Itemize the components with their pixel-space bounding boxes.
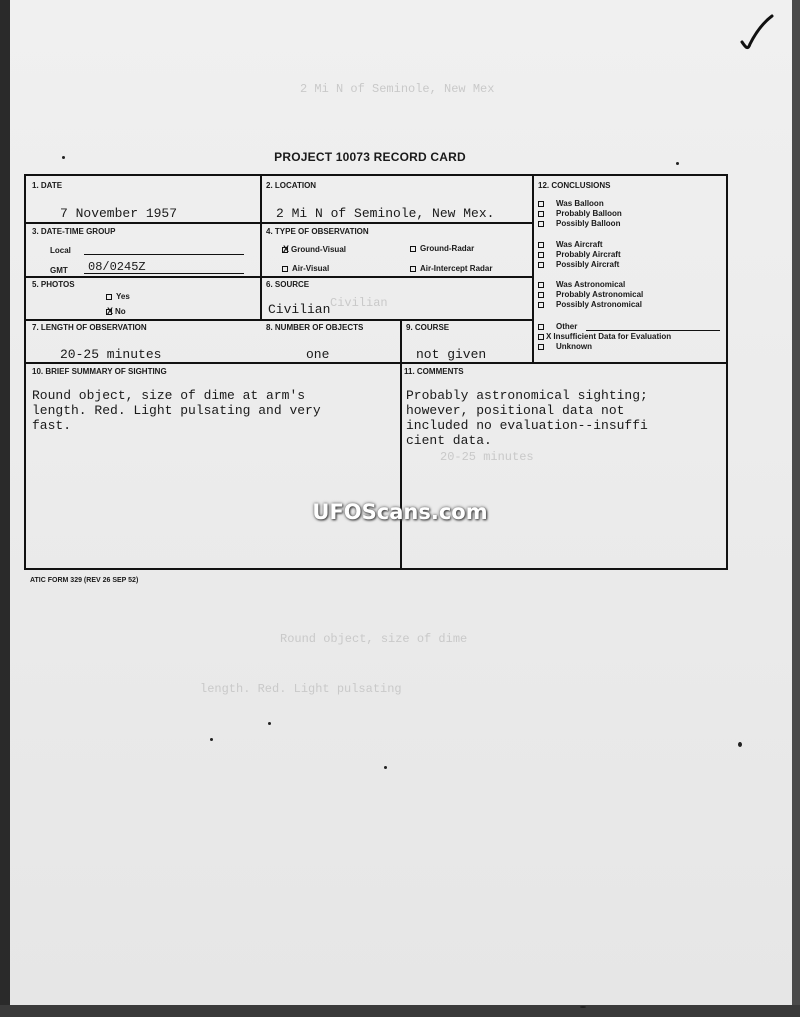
conclusion-unknown: Unknown (538, 342, 592, 352)
checkbox-icon (538, 282, 544, 288)
checkbox-icon (538, 292, 544, 298)
comments-line: cient data. (406, 433, 492, 448)
photos-yes: Yes (106, 292, 130, 301)
checkbox-icon (410, 266, 416, 272)
checkbox-icon (538, 344, 544, 350)
conclusion-insufficient-data: X Insufficient Data for Evaluation (538, 332, 671, 342)
photos-label: 5. PHOTOS (32, 280, 75, 289)
location-label: 2. LOCATION (266, 181, 317, 190)
conclusion-possibly-astronomical: Possibly Astronomical (538, 300, 642, 310)
gmt-label: GMT (50, 266, 68, 275)
bleed-through-text: 20-25 minutes (440, 450, 534, 464)
summary-line: Round object, size of dime at arm's (32, 388, 306, 403)
checkbox-icon (538, 242, 544, 248)
type-obs-label: 4. TYPE OF OBSERVATION (266, 227, 369, 236)
scan-speck (676, 162, 679, 165)
comments-label: 11. COMMENTS (404, 367, 464, 376)
check-mark-icon (738, 12, 778, 52)
conclusion-other: Other (538, 322, 577, 332)
scan-edge-left (0, 0, 10, 1017)
num-objects-label: 8. NUMBER OF OBJECTS (266, 323, 364, 332)
card-title: PROJECT 10073 RECORD CARD (274, 150, 466, 164)
conclusion-was-aircraft: Was Aircraft (538, 240, 603, 250)
bleed-through-text: Civilian (330, 296, 388, 310)
option-air-intercept-radar: Air-Intercept Radar (410, 264, 492, 273)
length-label: 7. LENGTH OF OBSERVATION (32, 323, 147, 332)
source-value: Civilian (268, 302, 331, 317)
location-value: 2 Mi N of Seminole, New Mex. (276, 206, 495, 221)
checkbox-icon (538, 201, 544, 207)
option-ground-visual: X Ground-Visual (283, 244, 346, 254)
conclusion-probably-astronomical: Probably Astronomical (538, 290, 643, 300)
checkbox-icon (538, 221, 544, 227)
scan-speck (738, 742, 742, 747)
summary-label: 10. BRIEF SUMMARY OF SIGHTING (32, 367, 167, 376)
option-air-visual: Air-Visual (282, 264, 329, 273)
checkbox-icon (410, 246, 416, 252)
scan-speck (384, 766, 387, 769)
bleed-through-text: Round object, size of dime (280, 632, 468, 646)
conclusion-probably-balloon: Probably Balloon (538, 209, 622, 219)
summary-line: length. Red. Light pulsating and very (32, 403, 321, 418)
checkbox-icon (538, 302, 544, 308)
checkbox-icon (538, 334, 544, 340)
summary-line: fast. (32, 418, 72, 433)
scan-speck (210, 738, 213, 741)
local-label: Local (50, 246, 71, 255)
checkbox-icon (106, 294, 112, 300)
conclusion-was-astronomical: Was Astronomical (538, 280, 625, 290)
course-value: not given (416, 347, 487, 362)
checkbox-icon (538, 211, 544, 217)
conclusion-was-balloon: Was Balloon (538, 199, 604, 209)
watermark: UFOScans.com (312, 500, 488, 524)
scan-speck (268, 722, 271, 725)
checkbox-icon (538, 324, 544, 330)
option-ground-radar: Ground-Radar (410, 244, 474, 253)
scan-speck (62, 156, 65, 159)
comments-line: included no evaluation--insuffi (406, 418, 648, 433)
bleed-through-text: length. Red. Light pulsating (200, 682, 402, 696)
date-label: 1. DATE (32, 181, 63, 190)
source-label: 6. SOURCE (266, 280, 310, 289)
course-label: 9. COURSE (406, 323, 450, 332)
scan-speck (580, 1006, 586, 1008)
conclusion-possibly-balloon: Possibly Balloon (538, 219, 620, 229)
comments-line: Probably astronomical sighting; (406, 388, 648, 403)
conclusion-possibly-aircraft: Possibly Aircraft (538, 260, 619, 270)
photos-no: X No (107, 306, 126, 316)
checkbox-icon (538, 262, 544, 268)
scan-edge-bottom (0, 1005, 800, 1017)
form-footer: ATIC FORM 329 (REV 26 SEP 52) (30, 577, 139, 584)
bleed-through-text: 2 Mi N of Seminole, New Mex (300, 82, 495, 96)
checkbox-icon (282, 266, 288, 272)
num-objects-value: one (306, 347, 330, 362)
scan-edge-right (792, 0, 800, 1017)
conclusion-probably-aircraft: Probably Aircraft (538, 250, 621, 260)
gmt-value: 08/0245Z (88, 260, 146, 274)
date-value: 7 November 1957 (60, 206, 178, 221)
conclusions-label: 12. CONCLUSIONS (538, 181, 611, 190)
dtg-label: 3. DATE-TIME GROUP (32, 227, 116, 236)
comments-line: however, positional data not (406, 403, 625, 418)
checkbox-icon (538, 252, 544, 258)
length-value: 20-25 minutes (60, 347, 162, 362)
